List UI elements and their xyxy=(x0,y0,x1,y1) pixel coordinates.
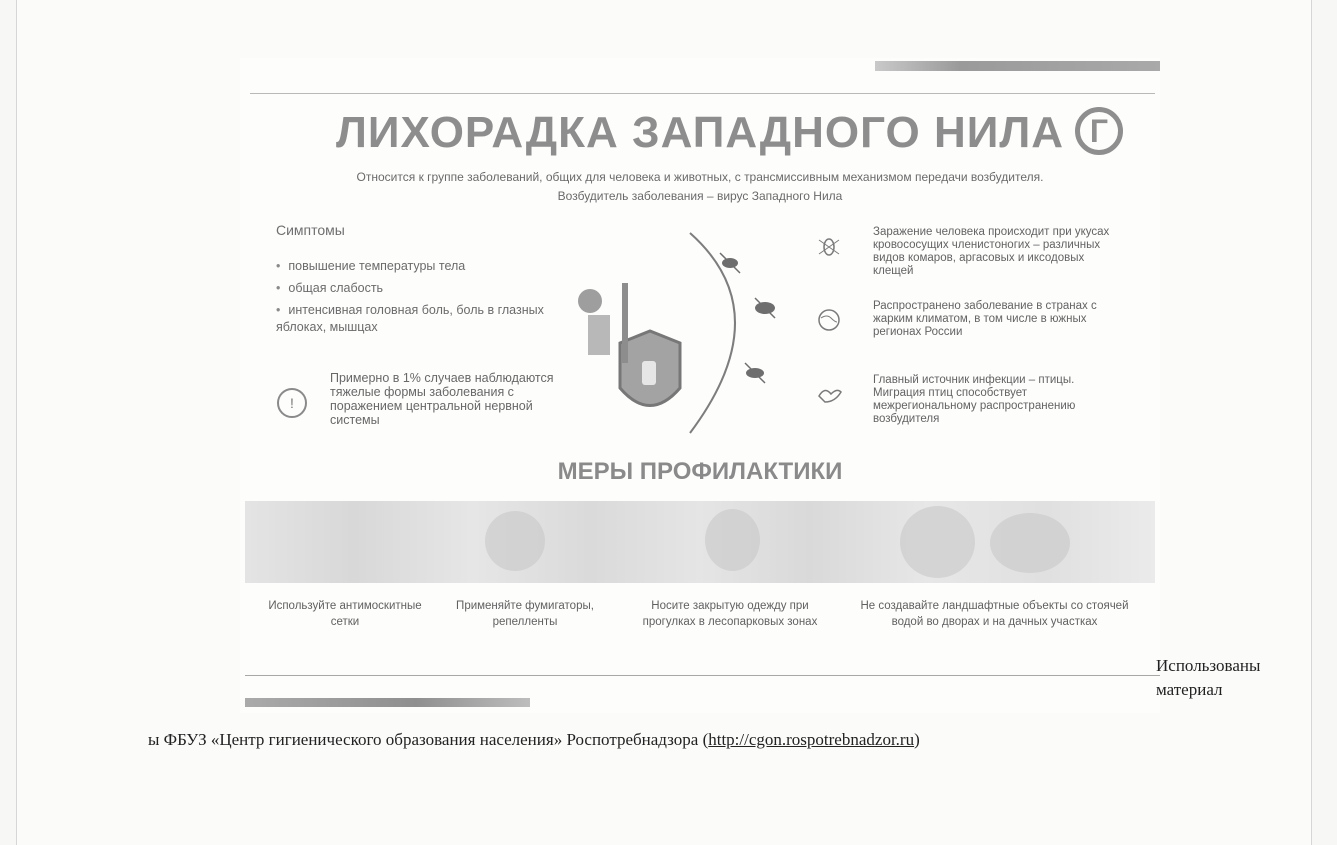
measure-standing-water: Не создавайте ландшафтные объекты со стоячей водой во дворах и на дачных участках xyxy=(860,600,1129,628)
source-caption-text: ы ФБУЗ «Центр гигиенического образования населения» Роспотребнадзора ( xyxy=(148,730,709,749)
facts-list xyxy=(815,226,1115,448)
bottom-divider xyxy=(245,675,1160,676)
fact-item xyxy=(815,300,1115,374)
source-link[interactable]: http://cgon.rospotrebnadzor.ru xyxy=(708,730,915,749)
fact-item xyxy=(815,226,1115,300)
intro-line-1: Относится к группе заболеваний, общих для человека и животных, с трансмиссивным механизмом передачи возбудителя. xyxy=(356,170,1044,184)
symptoms-heading: Симптомы xyxy=(276,222,345,238)
symptom-item: • повышение температуры тела xyxy=(276,258,546,275)
poster-title: ЛИХОРАДКА ЗАПАДНОГО НИЛА xyxy=(335,108,1065,157)
prevention-photos-strip xyxy=(245,501,1155,583)
measure-nets: Используйте антимоскитные сетки xyxy=(268,600,422,628)
exclamation-icon: ! xyxy=(277,388,307,418)
shield-mosquito-illustration xyxy=(570,223,840,438)
symptoms-list xyxy=(276,258,546,341)
fact-text: Главный источник инфекции – птицы. Миграция птиц способствует межрегиональному распространению возбудителя xyxy=(873,374,1076,425)
intro-text xyxy=(270,168,1130,206)
source-caption-start: Использованы материал xyxy=(1156,656,1261,699)
fact-text: Распространено заболевание в странах с жарким климатом, в том числе в южных регионах России xyxy=(873,300,1097,338)
severe-cases-note: Примерно в 1% случаев наблюдаются тяжелые формы заболевания с поражением центральной нервной системы xyxy=(330,371,554,427)
poster-scan xyxy=(240,58,1160,713)
measure-clothing: Носите закрытую одежду при прогулках в лесопарковых зонах xyxy=(642,600,818,628)
fact-text: Заражение человека происходит при укусах кровососущих членистоногих – различных видов комаров, аргасовых и иксодовых клещей xyxy=(873,226,1110,277)
bird-icon xyxy=(815,380,843,408)
mosquito-icon xyxy=(815,232,843,260)
measures-heading: МЕРЫ ПРОФИЛАКТИКИ xyxy=(557,458,843,485)
top-divider xyxy=(250,93,1155,94)
measure-repellents: Применяйте фумигаторы, репелленты xyxy=(456,600,594,628)
globe-icon xyxy=(815,306,843,334)
rospotrebnadzor-logo: Г xyxy=(1075,107,1123,155)
intro-line-2: Возбудитель заболевания – вирус Западного Нила xyxy=(557,189,843,203)
source-caption xyxy=(148,730,920,750)
symptom-item: • интенсивная головная боль, боль в глазных яблоках, мышцах xyxy=(276,302,546,336)
fact-item xyxy=(815,374,1115,448)
symptom-item: • общая слабость xyxy=(276,280,546,297)
top-decor-bar xyxy=(875,61,1160,71)
bottom-decor-bar xyxy=(245,698,530,707)
source-caption-end: ) xyxy=(914,730,920,749)
